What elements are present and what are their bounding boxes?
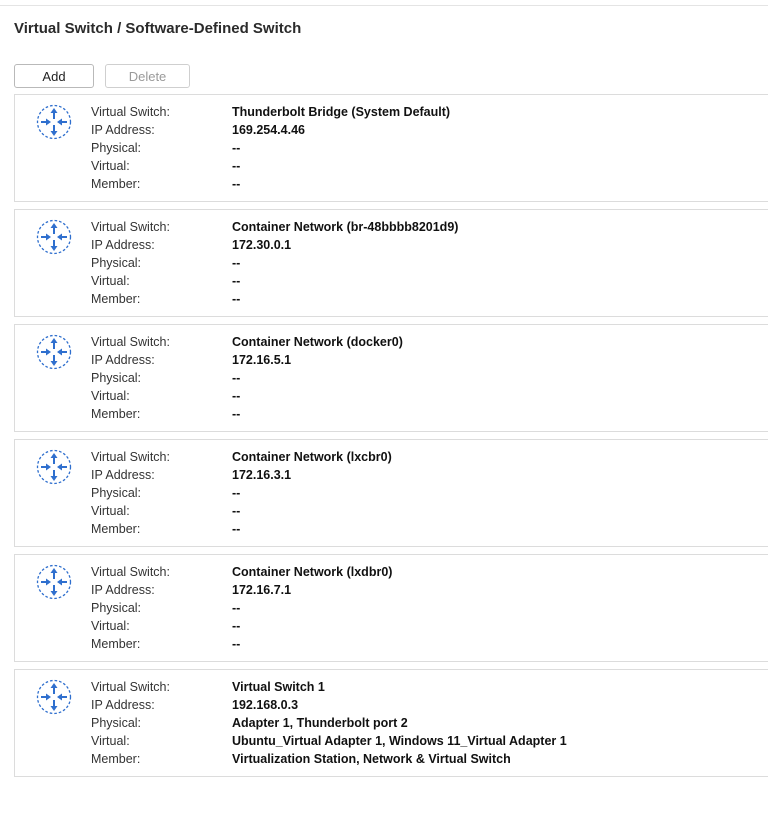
ip-address-value: 172.16.3.1 [232, 468, 292, 482]
virtual-switch-name: Virtual Switch 1 [232, 680, 325, 694]
virtual-switch-card[interactable] [14, 209, 768, 317]
virtual-switch-list [14, 94, 768, 784]
member-label: Member: [91, 407, 141, 421]
physical-value: -- [232, 256, 241, 270]
ip-address-label: IP Address: [91, 698, 155, 712]
virtual-switch-card[interactable] [14, 554, 768, 662]
virtual-switch-name: Container Network (lxdbr0) [232, 565, 393, 579]
virtual-value: -- [232, 389, 241, 403]
ip-address-label: IP Address: [91, 468, 155, 482]
add-button[interactable]: Add [14, 64, 94, 88]
virtual-switch-label: Virtual Switch: [91, 565, 170, 579]
virtual-label: Virtual: [91, 274, 130, 288]
top-divider [0, 5, 768, 6]
virtual-switch-name: Container Network (lxcbr0) [232, 450, 392, 464]
member-value: -- [232, 407, 241, 421]
member-label: Member: [91, 177, 141, 191]
virtual-value: -- [232, 274, 241, 288]
virtual-switch-card[interactable] [14, 94, 768, 202]
member-label: Member: [91, 637, 141, 651]
ip-address-label: IP Address: [91, 238, 155, 252]
virtual-switch-icon [36, 679, 72, 715]
virtual-label: Virtual: [91, 504, 130, 518]
virtual-value: -- [232, 159, 241, 173]
ip-address-value: 172.30.0.1 [232, 238, 292, 252]
member-value: -- [232, 637, 241, 651]
virtual-label: Virtual: [91, 159, 130, 173]
virtual-switch-icon [36, 564, 72, 600]
virtual-switch-label: Virtual Switch: [91, 105, 170, 119]
member-value: -- [232, 292, 241, 306]
member-label: Member: [91, 522, 141, 536]
physical-label: Physical: [91, 371, 142, 385]
switch-details [91, 678, 567, 768]
virtual-switch-card[interactable] [14, 324, 768, 432]
physical-value: -- [232, 141, 241, 155]
virtual-switch-label: Virtual Switch: [91, 220, 170, 234]
member-value: -- [232, 522, 241, 536]
ip-address-value: 169.254.4.46 [232, 123, 305, 137]
virtual-switch-label: Virtual Switch: [91, 450, 170, 464]
virtual-label: Virtual: [91, 734, 130, 748]
virtual-switch-icon [36, 219, 72, 255]
member-value: Virtualization Station, Network & Virtual Switch [232, 752, 511, 766]
switch-details [91, 333, 403, 423]
physical-value: -- [232, 486, 241, 500]
virtual-switch-icon [36, 449, 72, 485]
physical-label: Physical: [91, 256, 142, 270]
virtual-value: Ubuntu_Virtual Adapter 1, Windows 11_Virtual Adapter 1 [232, 734, 567, 748]
virtual-switch-name: Thunderbolt Bridge (System Default) [232, 105, 451, 119]
physical-value: -- [232, 601, 241, 615]
member-label: Member: [91, 292, 141, 306]
switch-details [91, 448, 392, 538]
virtual-switch-label: Virtual Switch: [91, 335, 170, 349]
virtual-switch-icon [36, 104, 72, 140]
virtual-value: -- [232, 619, 241, 633]
physical-label: Physical: [91, 716, 142, 730]
virtual-switch-name: Container Network (br-48bbbb8201d9) [232, 220, 459, 234]
member-label: Member: [91, 752, 141, 766]
virtual-switch-name: Container Network (docker0) [232, 335, 403, 349]
physical-value: Adapter 1, Thunderbolt port 2 [232, 716, 408, 730]
physical-label: Physical: [91, 141, 142, 155]
virtual-switch-card[interactable] [14, 439, 768, 547]
member-value: -- [232, 177, 241, 191]
ip-address-label: IP Address: [91, 353, 155, 367]
switch-details [91, 103, 450, 193]
virtual-label: Virtual: [91, 389, 130, 403]
ip-address-value: 192.168.0.3 [232, 698, 299, 712]
virtual-switch-label: Virtual Switch: [91, 680, 170, 694]
switch-details [91, 563, 392, 653]
virtual-switch-icon [36, 334, 72, 370]
ip-address-label: IP Address: [91, 583, 155, 597]
virtual-switch-card[interactable] [14, 669, 768, 777]
physical-value: -- [232, 371, 241, 385]
physical-label: Physical: [91, 601, 142, 615]
switch-details [91, 218, 458, 308]
delete-button[interactable]: Delete [105, 64, 190, 88]
ip-address-label: IP Address: [91, 123, 155, 137]
virtual-label: Virtual: [91, 619, 130, 633]
virtual-value: -- [232, 504, 241, 518]
ip-address-value: 172.16.5.1 [232, 353, 292, 367]
page-title: Virtual Switch / Software-Defined Switch [14, 20, 302, 37]
ip-address-value: 172.16.7.1 [232, 583, 292, 597]
physical-label: Physical: [91, 486, 142, 500]
